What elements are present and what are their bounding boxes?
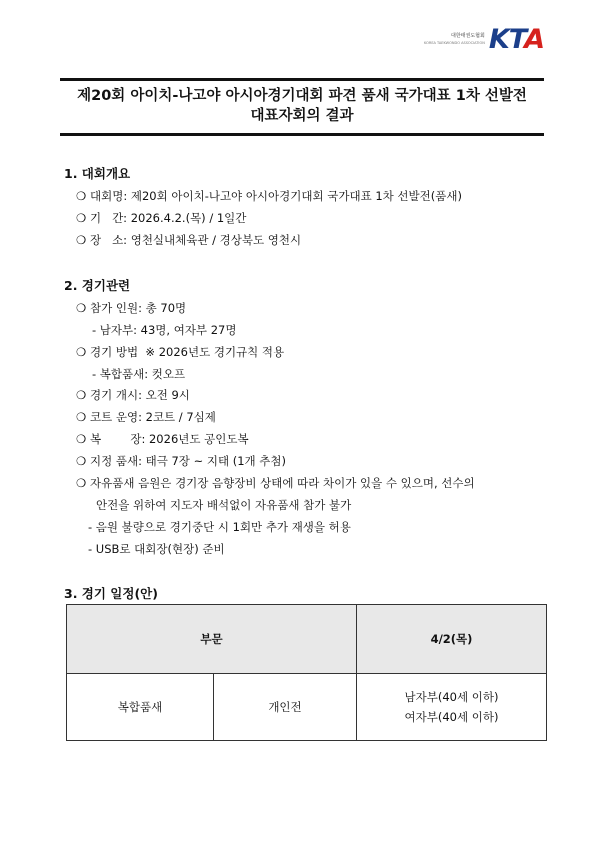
circle-bullet-icon: ❍: [76, 345, 87, 359]
participants-detail: - 남자부: 43명, 여자부 27명: [92, 323, 237, 337]
header-division: 부문: [67, 605, 357, 674]
competition-item: [76, 409, 216, 425]
competition-item: [76, 344, 284, 360]
logo-org-text: [424, 33, 485, 47]
freestyle-notice-line2: 안전을 위하여 지도자 배석없이 자유품새 참가 불가: [96, 498, 352, 512]
participants: 참가 인원: 총 70명: [90, 301, 187, 315]
table-row: [67, 674, 547, 741]
document-title: [60, 86, 544, 126]
competition-method-detail: - 복합품새: 컷오프: [92, 367, 186, 381]
competition-item: [76, 431, 249, 447]
freestyle-notice-line1: 자유품새 음원은 경기장 음향장비 상태에 따라 차이가 있을 수 있으며, 선수의: [90, 476, 475, 490]
section-3-heading: 3. 경기 일정(안): [64, 586, 158, 601]
circle-bullet-icon: ❍: [76, 211, 87, 225]
circle-bullet-icon: ❍: [76, 410, 87, 424]
circle-bullet-icon: ❍: [76, 233, 87, 247]
logo-mark: [489, 26, 544, 53]
overview-item: [76, 232, 301, 248]
competition-method: 경기 방법 ※ 2026년도 경기규칙 적용: [90, 345, 285, 359]
uniform: 복 장: 2026년도 공인도복: [90, 432, 249, 446]
circle-bullet-icon: ❍: [76, 476, 87, 490]
circle-bullet-icon: ❍: [76, 388, 87, 402]
court-operation: 코트 운영: 2코트 / 7심제: [90, 410, 216, 424]
circle-bullet-icon: ❍: [76, 432, 87, 446]
section-1-heading: 1. 대회개요: [64, 166, 131, 181]
designated-poomsae: 지정 품새: 태극 7장 ~ 지태 (1개 추첨): [90, 454, 287, 468]
logo-letter-a: A: [524, 24, 544, 55]
logo-letter-k: K: [488, 24, 509, 55]
logo-org-name: 대한태권도협회: [451, 32, 485, 39]
overview-item: [76, 210, 246, 226]
header-date: 4/2(목): [357, 605, 547, 674]
title-rule-top: [60, 78, 544, 81]
circle-bullet-icon: ❍: [76, 189, 87, 203]
cell-divisions: [357, 674, 547, 741]
title-line-2: 대표자회의 결과: [250, 108, 354, 124]
overview-venue: 장 소: 영천실내체육관 / 경상북도 영천시: [90, 233, 302, 247]
start-time: 경기 개시: 오전 9시: [90, 388, 190, 402]
competition-item: [76, 300, 186, 316]
freestyle-note-replay: - 음원 불량으로 경기중단 시 1회만 추가 재생을 허용: [88, 520, 351, 534]
kta-logo: [424, 26, 544, 53]
overview-name: 대회명: 제20회 아이치-나고야 아시아경기대회 국가대표 1차 선발전(품새): [90, 189, 462, 203]
competition-item: [76, 475, 475, 491]
competition-item: [76, 387, 190, 403]
cell-category: 복합품새: [67, 674, 214, 741]
cell-type: 개인전: [214, 674, 357, 741]
title-line-1: 제20회 아이치-나고야 아시아경기대회 파견 품새 국가대표 1차 선발전: [77, 88, 527, 104]
logo-org-sub: KOREA TAEKWONDO ASSOCIATION: [424, 40, 485, 45]
section-2-heading: 2. 경기관련: [64, 278, 131, 293]
freestyle-note-usb: - USB로 대회장(현장) 준비: [88, 542, 225, 556]
schedule-table: [66, 604, 547, 741]
overview-period: 기 간: 2026.4.2.(목) / 1일간: [90, 211, 247, 225]
competition-item: [76, 453, 286, 469]
division-male: 남자부(40세 이하): [404, 690, 499, 704]
title-rule-bottom: [60, 133, 544, 136]
circle-bullet-icon: ❍: [76, 454, 87, 468]
division-female: 여자부(40세 이하): [404, 710, 499, 724]
logo-letter-t: T: [508, 24, 525, 55]
overview-item: [76, 188, 462, 204]
circle-bullet-icon: ❍: [76, 301, 87, 315]
table-header-row: [67, 605, 547, 674]
